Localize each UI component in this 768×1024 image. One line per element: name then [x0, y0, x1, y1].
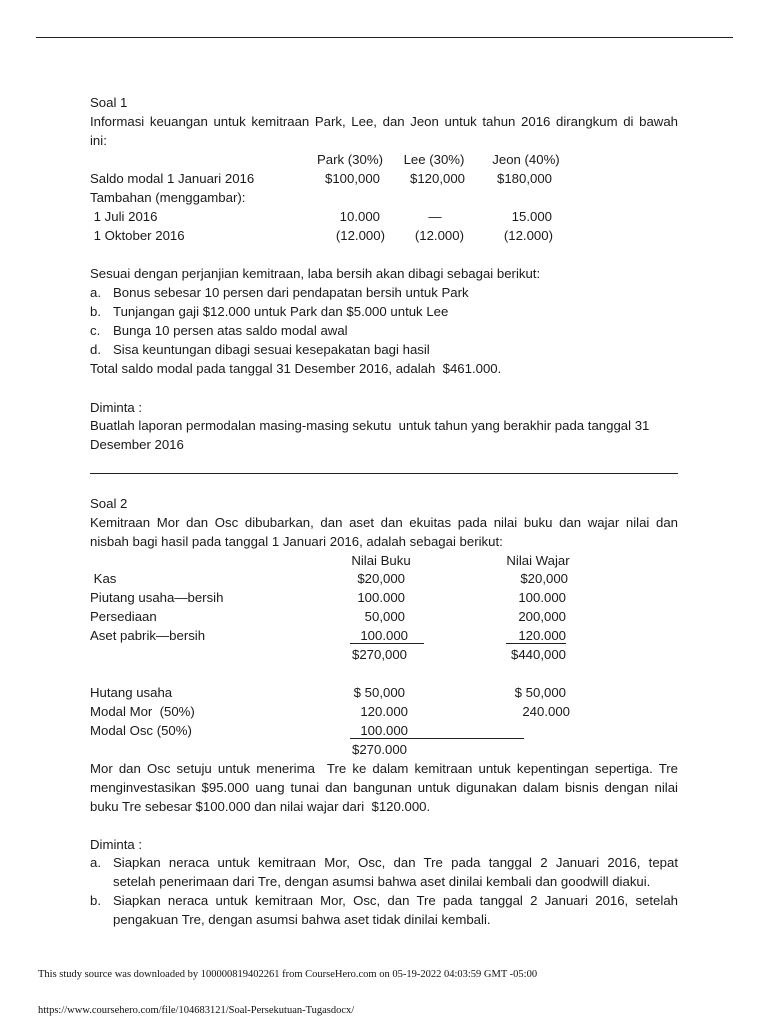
asset-total-book: $270,000 — [351, 647, 407, 662]
asset-label: Aset pabrik—bersih — [90, 628, 206, 643]
soal2-header-book: Nilai Buku — [351, 553, 411, 568]
soal1-required-line1: Buatlah laporan permodalan masing-masing sekutu untuk tahun yang berakhir pada tanggal 31 — [90, 418, 650, 433]
list-marker: b. — [90, 304, 101, 319]
list-marker: d. — [90, 342, 101, 357]
section-divider — [90, 473, 678, 474]
asset-label: Persediaan — [90, 609, 157, 624]
equity-fair: 240.000 — [522, 704, 570, 719]
soal1-row-lee: $120,000 — [409, 171, 465, 186]
source-url[interactable]: https://www.coursehero.com/file/104683121/Soal-Persekutuan-Tugasdocx/ — [38, 1005, 355, 1016]
soal1-required-line2: Desember 2016 — [90, 437, 184, 452]
top-rule — [36, 37, 733, 38]
equity-book: 120.000 — [360, 704, 408, 719]
equity-book: 100.000 — [360, 723, 408, 738]
soal1-header-jeon: Jeon (40%) — [492, 152, 560, 167]
soal1-row-park: (12.000) — [335, 228, 385, 243]
asset-label: Piutang usaha—bersih — [90, 590, 224, 605]
soal1-row-lee: (12.000) — [414, 228, 464, 243]
equity-book: $ 50,000 — [353, 685, 405, 700]
equity-label: Modal Osc (50%) — [90, 723, 192, 738]
soal1-intro-line1: Informasi keuangan untuk kemitraan Park, Lee, dan Jeon untuk tahun 2016 dirangkum di bawah — [90, 114, 678, 129]
equity-fair: $ 50,000 — [514, 685, 566, 700]
soal1-row-jeon: 15.000 — [511, 209, 552, 224]
soal1-row-jeon: (12.000) — [503, 228, 553, 243]
asset-fair: $20,000 — [520, 571, 568, 586]
asset-total-fair: $440,000 — [510, 647, 566, 662]
equity-label: Hutang usaha — [90, 685, 173, 700]
list-marker: c. — [90, 323, 101, 338]
soal1-header-park: Park (30%) — [317, 152, 383, 167]
soal1-row-park: 10.000 — [339, 209, 380, 224]
soal2-required-title: Diminta : — [90, 837, 143, 852]
soal1-row-lee: — — [428, 209, 442, 224]
asset-label: Kas — [90, 571, 117, 586]
underline — [350, 738, 524, 739]
soal1-row-label: Tambahan (menggambar): — [90, 190, 246, 205]
soal2-req-a-line2: setelah penerimaan dari Tre, dengan asumsi bahwa aset dinilai kembali dan goodwill diakui. — [113, 874, 651, 889]
soal1-row-jeon: $180,000 — [496, 171, 552, 186]
asset-book: 100.000 — [357, 590, 405, 605]
soal2-req-b-line2: pengakuan Tre, dengan asumsi bahwa aset tidak dinilai kembali. — [113, 912, 491, 927]
asset-fair: 120.000 — [518, 628, 566, 643]
soal1-row-label: 1 Oktober 2016 — [90, 228, 185, 243]
list-item: Bunga 10 persen atas saldo modal awal — [113, 323, 348, 338]
download-note: This study source was downloaded by 100000819402261 from CourseHero.com on 05-19-2022 04:03:59 GMT -05:00 — [38, 969, 538, 980]
soal2-req-a-line1: Siapkan neraca untuk kemitraan Mor, Osc, dan Tre pada tanggal 2 Januari 2016, tepat — [113, 855, 678, 870]
soal1-title: Soal 1 — [90, 95, 128, 110]
soal2-intro-line1: Kemitraan Mor dan Osc dibubarkan, dan aset dan ekuitas pada nilai buku dan wajar nilai dan — [90, 515, 678, 530]
soal1-total-line: Total saldo modal pada tanggal 31 Desember 2016, adalah $461.000. — [90, 361, 502, 376]
equity-total-book: $270.000 — [351, 742, 407, 757]
list-item: Sisa keuntungan dibagi sesuai kesepakatan bagi hasil — [113, 342, 430, 357]
list-item: Tunjangan gaji $12.000 untuk Park dan $5.000 untuk Lee — [113, 304, 449, 319]
asset-fair: 100.000 — [518, 590, 566, 605]
soal1-agreement-intro: Sesuai dengan perjanjian kemitraan, laba bersih akan dibagi sebagai berikut: — [90, 266, 541, 281]
soal1-row-label: 1 Juli 2016 — [90, 209, 158, 224]
asset-book: $20,000 — [357, 571, 405, 586]
soal2-tre-line1: Mor dan Osc setuju untuk menerima Tre ke dalam kemitraan untuk kepentingan sepertiga. Tre — [90, 761, 678, 776]
asset-book: 50,000 — [364, 609, 405, 624]
soal1-required-title: Diminta : — [90, 400, 143, 415]
list-marker: a. — [90, 285, 101, 300]
list-marker: a. — [90, 855, 101, 870]
soal2-req-b-line1: Siapkan neraca untuk kemitraan Mor, Osc, dan Tre pada tanggal 2 Januari 2016, setelah — [113, 893, 678, 908]
soal1-header-lee: Lee (30%) — [403, 152, 465, 167]
soal2-intro-line2: nisbah bagi hasil pada tanggal 1 Januari 2016, adalah sebagai berikut: — [90, 534, 503, 549]
soal1-row-park: $100,000 — [324, 171, 380, 186]
soal2-tre-line2: menginvestasikan $95.000 uang tunai dan bangunan untuk digunakan dalam bisnis dengan nilai — [90, 780, 678, 795]
soal2-title: Soal 2 — [90, 496, 128, 511]
asset-book: 100.000 — [360, 628, 408, 643]
soal1-intro-line2: ini: — [90, 133, 107, 148]
soal2-tre-line3: buku Tre sebesar $100.000 dan nilai wajar dari $120.000. — [90, 799, 431, 814]
list-item: Bonus sebesar 10 persen dari pendapatan bersih untuk Park — [113, 285, 469, 300]
asset-fair: 200,000 — [518, 609, 566, 624]
list-marker: b. — [90, 893, 101, 908]
soal2-header-fair: Nilai Wajar — [506, 553, 570, 568]
equity-label: Modal Mor (50%) — [90, 704, 195, 719]
soal1-row-label: Saldo modal 1 Januari 2016 — [90, 171, 255, 186]
